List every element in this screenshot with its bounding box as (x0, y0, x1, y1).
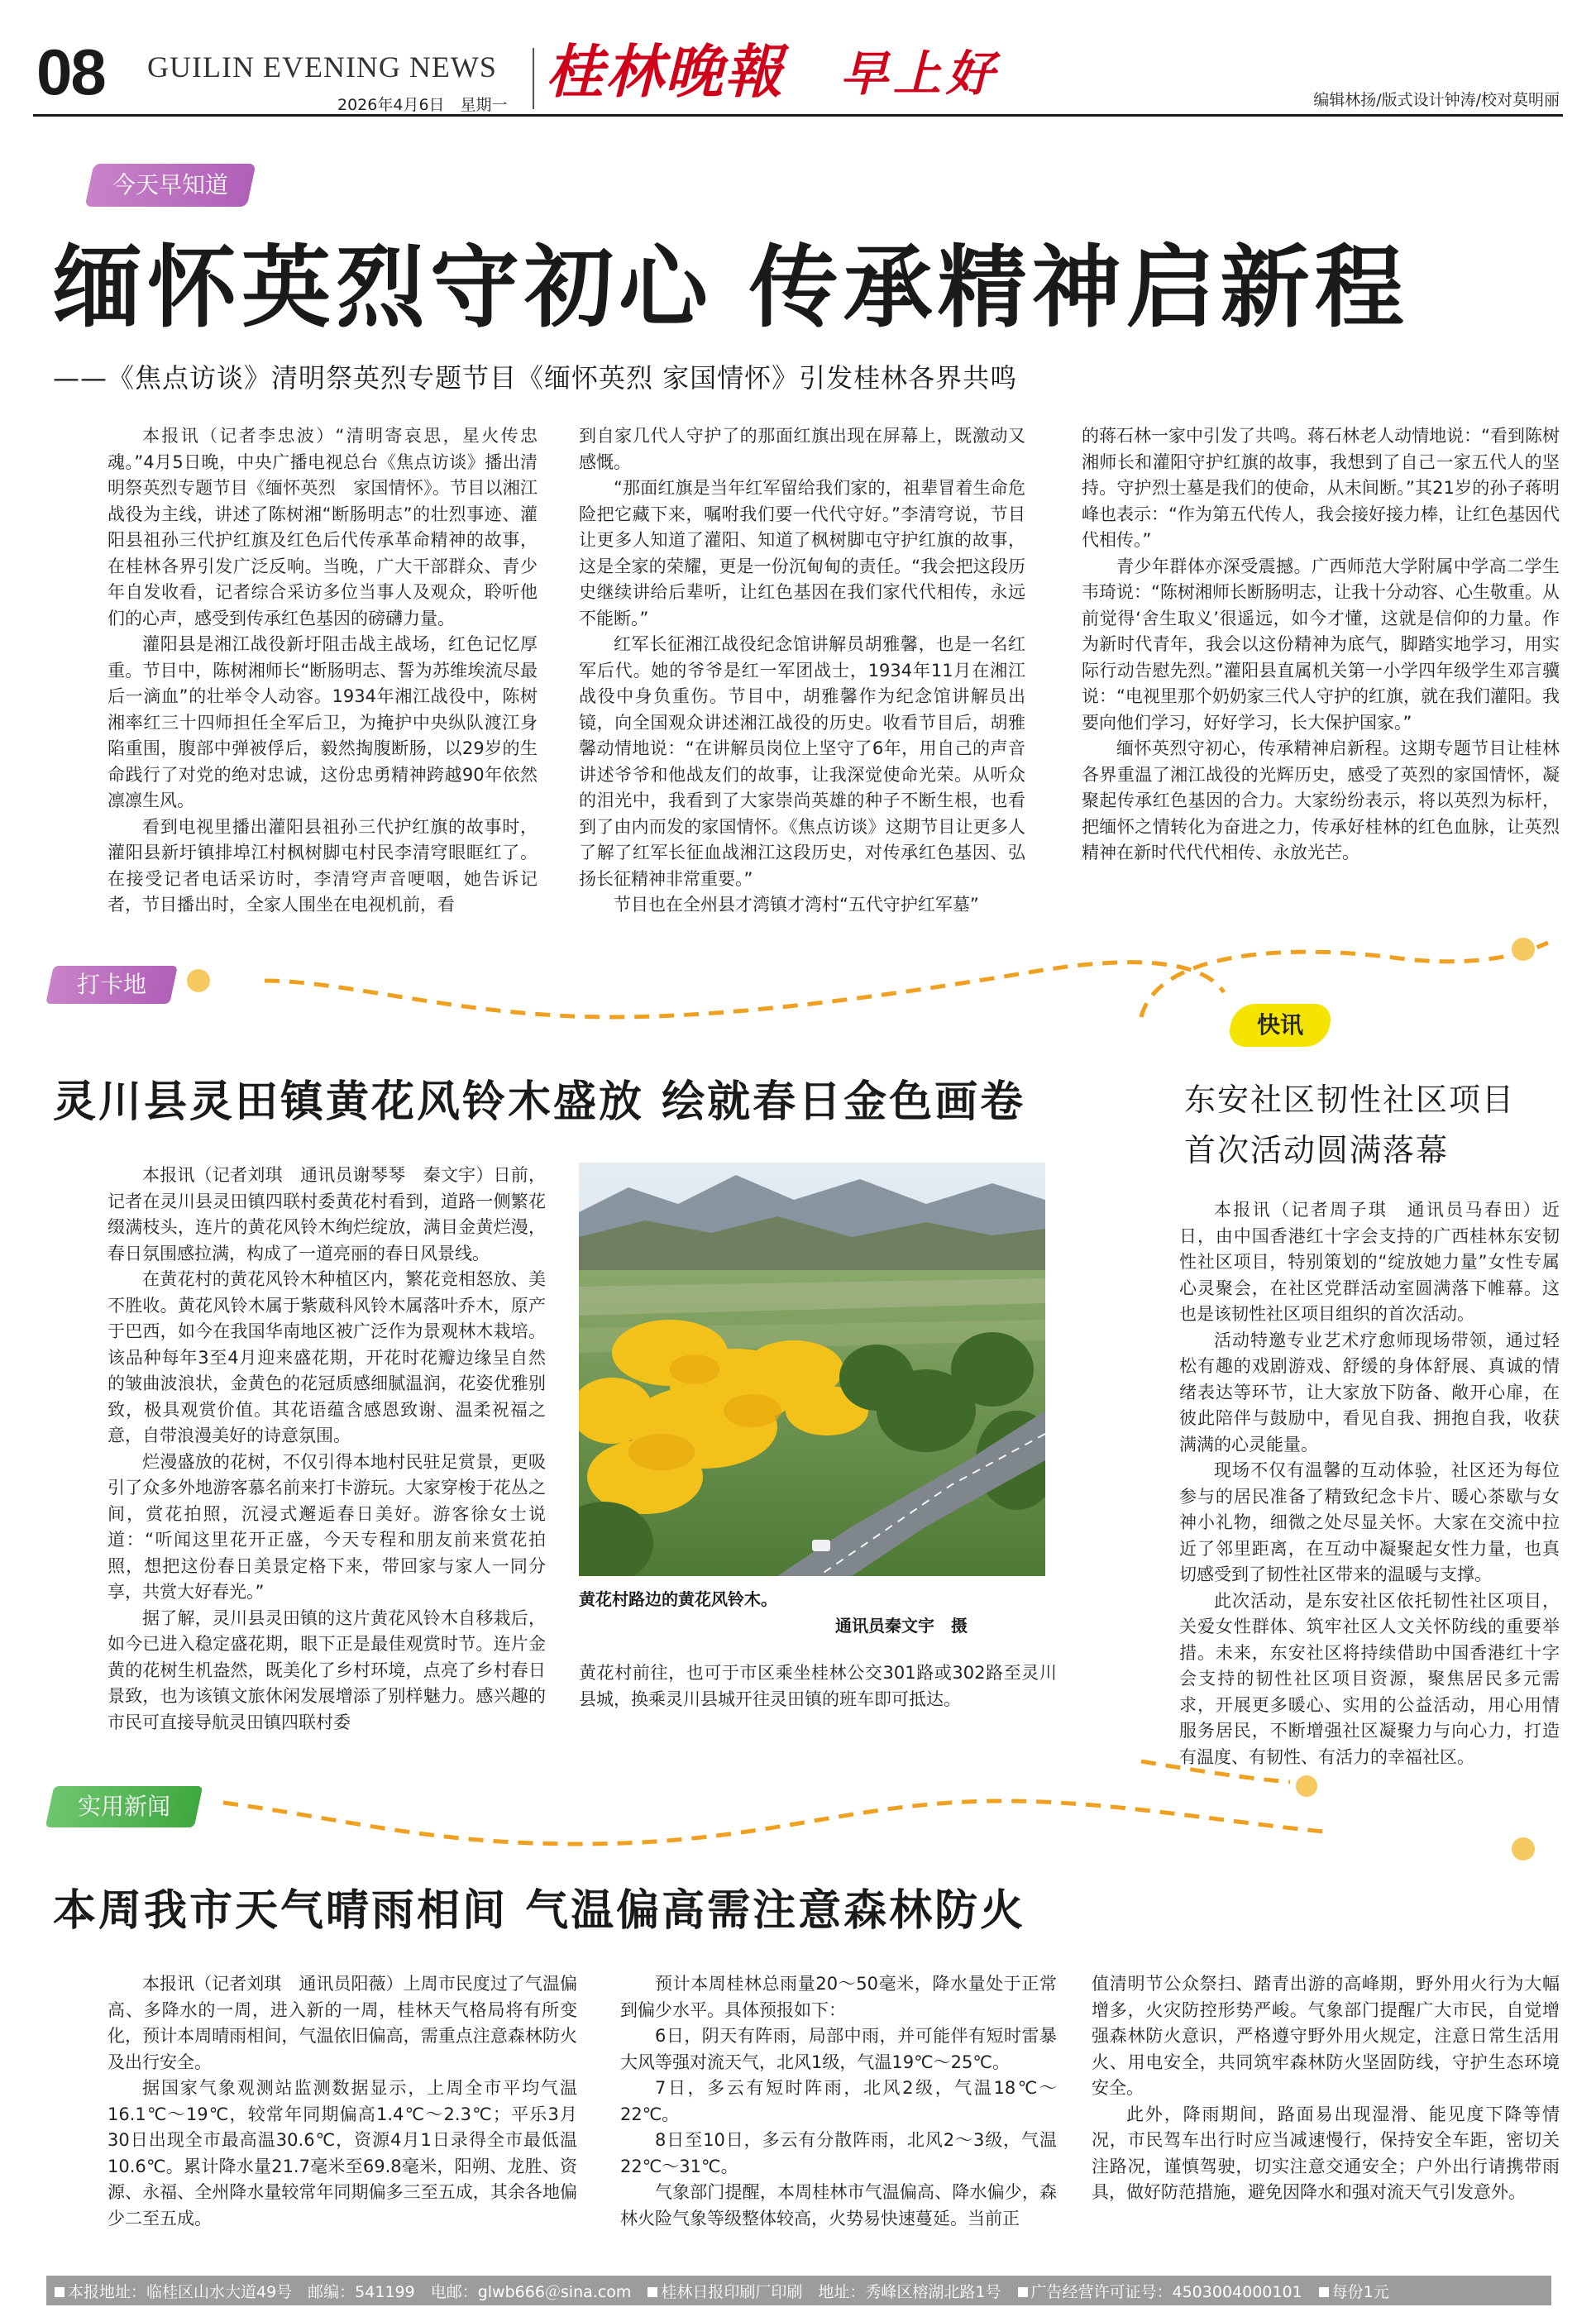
paragraph: 据国家气象观测站监测数据显示，上周全市平均气温16.1℃～19℃，较常年同期偏高1.4℃～2.3℃；平乐3月30日出现全市最高温30.6℃，资源4月1日录得全市最低温10.6℃。累计降水量21.7毫米至69.8毫米，阳朔、龙胜、资源、永福、全州降水量较常年同期偏多三至五成，其余各地偏少二至五成。 (108, 2078, 577, 2228)
flash-headline-line: 首次活动圆满落幕 (1184, 1131, 1450, 1168)
section-tag-practical: 实用新闻 (45, 1786, 203, 1827)
photo-caption: 黄花村路边的黄花风铃木。 (579, 1589, 777, 1609)
story1-column-1 (108, 423, 538, 919)
masthead-rule (33, 114, 1563, 117)
story1-subheadline: ——《焦点访谈》清明祭英烈专题节目《缅怀英烈 家国情怀》引发桂林各界共鸣 (53, 362, 1018, 394)
paragraph: 青少年群体亦深受震撼。广西师范大学附属中学高二学生韦琦说：“陈树湘师长断肠明志，让我十分动容、心生敬重。从前觉得‘舍生取义’很遥远，如今才懂，这就是信仰的力量。作为新时代青年，我会以这份精神为底气，脚踏实地学习，用实际行动告慰先烈。”灌阳县直属机关第一小学四年级学生邓言骥说：“电视里那个奶奶家三代人守护的红旗，就在我们灌阳。我要向他们学习，好好学习，长大保护国家。” (1082, 556, 1560, 733)
editors-credit: 编辑林扬/版式设计钟涛/校对莫明丽 (1313, 91, 1560, 109)
paragraph: 在黄花村的黄花风铃木种植区内，繁花竞相怒放、美不胜收。黄花风铃木属于紫葳科风铃木属落叶乔木，原产于巴西，如今在我国华南地区被广泛作为景观林木栽培。该品种每年3至4月迎来盛花期，开花时花瓣边缘呈自然的皱曲波浪状，金黄色的花冠质感细腻温润，花姿优雅别致，极具观赏价值。其花语蕴含感恩致谢、温柔祝福之意，自带浪漫美好的诗意氛围。 (108, 1269, 546, 1445)
paragraph: 本报讯（记者李忠波）“清明寄哀思，星火传忠魂。”4月5日晚，中央广播电视总台《焦点访谈》播出清明祭英烈专题节目《缅怀英烈 家国情怀》。节目以湘江战役为主线，讲述了陈树湘“断肠明志”的壮烈事迹、灌阳县祖孙三代护红旗及红色后代传承革命精神的故事，在桂林各界引发广泛反响。当晚，广大干部群众、青少年自发收看，记者综合采访多位当事人及观众，聆听他们的心声，感受到传承红色基因的磅礴力量。 (108, 426, 538, 628)
story2-column-2 (579, 1660, 1057, 1713)
section-tag-flash: 快讯 (1226, 1004, 1334, 1047)
footer-bar (46, 2276, 1551, 2305)
paragraph: 节目也在全州县才湾镇才湾村“五代守护红军墓” (614, 895, 979, 915)
landscape-photo-illustration (579, 1163, 1045, 1576)
paragraph: 7日，多云有短时阵雨，北风2级，气温18℃～22℃。 (620, 2078, 1057, 2124)
footer-license-text: 广告经营许可证号：4503004000101 (1030, 2282, 1302, 2301)
paragraph: 灌阳县是湘江战役新圩阻击战主战场，红色记忆厚重。节目中，陈树湘师长“断肠明志、誓为苏维埃流尽最后一滴血”的壮举令人动容。1934年湘江战役中，陈树湘率红三十四师担任全军后卫，为掩护中央纵队渡江身陷重围，腹部中弹被俘后，毅然掏腹断肠，以29岁的生命践行了对党的绝对忠诚，这份忠勇精神跨越90年依然凛凛生风。 (108, 634, 538, 810)
footer-address (46, 2280, 639, 2302)
masthead-divider (533, 48, 534, 109)
paragraph: 烂漫盛放的花树，不仅引得本地村民驻足赏景，更吸引了众多外地游客慕名前来打卡游玩。大家穿梭于花丛之间，赏花拍照，沉浸式邂逅春日美好。游客徐女士说道：“听闻这里花开正盛，今天专程和朋友前来赏花拍照，想把这份春日美景定格下来，带回家与家人一同分享，共赏大好春光。” (108, 1451, 546, 1602)
story3-column-3 (1092, 1971, 1560, 2206)
paragraph: 活动特邀专业艺术疗愈师现场带领，通过轻松有趣的戏剧游戏、舒缓的身体舒展、真诚的情绪表达等环节，让大家放下防备、敞开心扉，在彼此陪伴与鼓励中，看见自我、拥抱自我，收获满满的心灵能量。 (1179, 1330, 1560, 1455)
paragraph: 值清明节公众祭扫、踏青出游的高峰期，野外用火行为大幅增多，火灾防控形势严峻。气象部门提醒广大市民，自觉增强森林防火意识，严格遵守野外用火规定，注意日常生活用火、用电安全，共同筑牢森林防火坚固防线，守护生态环境安全。 (1092, 1974, 1560, 2098)
footer-price (1311, 2280, 1398, 2302)
flash-headline (1184, 1075, 1515, 1176)
section-tag-checkin: 打卡地 (45, 966, 178, 1004)
footer-address-text: 本报地址：临桂区山水大道49号 邮编：541199 电邮：glwb666＠sina.com (68, 2282, 632, 2301)
paper-name-english: GUILIN EVENING NEWS (147, 50, 497, 84)
paragraph: 黄花村前往，也可于市区乘坐桂林公交301路或302路至灵川县城，换乘灵川县城开往灵田镇的班车即可抵达。 (579, 1663, 1057, 1709)
paper-logo: 桂林晚報 (546, 37, 784, 106)
story1-headline: 缅怀英烈守初心 传承精神启新程 (53, 236, 1409, 340)
story3-headline: 本周我市天气晴雨相间 气温偏高需注意森林防火 (53, 1886, 1026, 1936)
story2-headline: 灵川县灵田镇黄花风铃木盛放 绘就春日金色画卷 (53, 1077, 1026, 1127)
footer-printer (639, 2280, 1009, 2302)
story3-column-2 (620, 1971, 1057, 2232)
paragraph: 此外，降雨期间，路面易出现湿滑、能见度下降等情况，市民驾车出行时应当减速慢行，保持安全车距，密切关注路况，谨慎驾驶，切实注意交通安全；户外出行请携带雨具，做好防范措施，避免因降水和强对流天气引发意外。 (1092, 2104, 1560, 2202)
paragraph: 到自家几代人守护了的那面红旗出现在屏幕上，既激动又感慨。 (579, 426, 1025, 472)
paragraph: 红军长征湘江战役纪念馆讲解员胡雅馨，也是一名红军后代。她的爷爷是红一军团战士，1934年11月在湘江战役中身负重伤。节目中，胡雅馨作为纪念馆讲解员出镜，向全国观众讲述湘江战役的历史。收看节目后，胡雅馨动情地说：“在讲解员岗位上坚守了6年，用自己的声音讲述爷爷和他战友们的故事，让我深觉使命光荣。从听众的泪光中，我看到了大家崇尚英雄的种子不断生根，也看到了由内而发的家国情怀。《焦点访谈》这期节目让更多人了解了红军长征血战湘江这段历史，对传承红色基因、弘扬长征精神非常重要。” (579, 634, 1025, 889)
story3-column-1 (108, 1971, 577, 2232)
footer-printer-text: 桂林日报印刷厂印刷 地址：秀峰区榕湖北路1号 (661, 2282, 1001, 2301)
paragraph: 缅怀英烈守初心，传承精神启新程。这期专题节目让桂林各界重温了湘江战役的光辉历史，感受了英烈的家国情怀，凝聚起传承红色基因的合力。大家纷纷表示，将以英烈为标杆，把缅怀之情转化为奋进之力，传承好桂林的红色血脉，让英烈精神在新时代代代相传、永放光芒。 (1082, 738, 1560, 862)
paragraph: 本报讯（记者周子琪 通讯员马春田）近日，由中国香港红十字会支持的广西桂林东安韧性社区项目，特别策划的“绽放她力量”女性专属心灵聚会，在社区党群活动室圆满落下帷幕。这也是该韧性社区项目组织的首次活动。 (1179, 1200, 1560, 1324)
paragraph: 据了解，灵川县灵田镇的这片黄花风铃木自移栽后，如今已进入稳定盛花期，眼下正是最佳观赏时节。连片金黄的花树生机盎然，既美化了乡村环境，点亮了乡村春日景致，也为该镇文旅休闲发展增添了别样魅力。感兴趣的市民可直接导航灵田镇四联村委 (108, 1607, 546, 1732)
paragraph: “那面红旗是当年红军留给我们家的，祖辈冒着生命危险把它藏下来，嘱咐我们要一代代守好。”李清穹说，节目让更多人知道了灌阳、知道了枫树脚屯守护红旗的故事，这是全家的荣耀，更是一份沉甸甸的责任。“我会把这段历史继续讲给后辈听，让红色基因在我们家代代相传，永远不能断。” (579, 478, 1025, 628)
page-number: 08 (36, 36, 105, 108)
paragraph: 看到电视里播出灌阳县祖孙三代护红旗的故事时，灌阳县新圩镇排埠江村枫树脚屯村民李清穹眼眶红了。在接受记者电话采访时，李清穹声音哽咽，她告诉记者，节目播出时，全家人围坐在电视机前，看 (108, 816, 538, 915)
paragraph: 本报讯（记者刘琪 通讯员谢琴琴 秦文宇）日前，记者在灵川县灵田镇四联村委黄花村看到，道路一侧繁花缀满枝头，连片的黄花风铃木绚烂绽放，满目金黄烂漫，春日氛围感拉满，构成了一道亮丽的春日风景线。 (108, 1165, 546, 1263)
flash-headline-line: 东安社区韧性社区项目 (1184, 1082, 1516, 1118)
section-slogan: 早上好 (840, 45, 1000, 102)
paragraph: 气象部门提醒，本周桂林市气温偏高、降水偏少，森林火险气象等级整体较高，火势易快速蔓延。当前正 (620, 2182, 1057, 2228)
section-tag-today: 今天早知道 (84, 164, 256, 207)
story1-column-2 (579, 423, 1025, 919)
paragraph: 此次活动，是东安社区依托韧性社区项目，关爱女性群体、筑牢社区人文关怀防线的重要举措。未来，东安社区将持续借助中国香港红十字会支持的韧性社区项目资源，聚焦居民多元需求，开展更多暖心、实用的公益活动，用心用情服务居民，不断增强社区凝聚力与向心力，打造有温度、有韧性、有活力的幸福社区。 (1179, 1590, 1560, 1767)
story1-column-3 (1082, 423, 1560, 867)
issue-date: 2026年4月6日 星期一 (337, 96, 508, 114)
footer-license (1010, 2280, 1311, 2302)
paragraph: 8日至10日，多云有分散阵雨，北风2～3级，气温22℃～31℃。 (620, 2130, 1057, 2176)
flash-column (1179, 1197, 1560, 1770)
footer-price-text: 每份1元 (1331, 2282, 1389, 2301)
photo-credit: 通讯员秦文宇 摄 (835, 1616, 968, 1636)
paragraph: 预计本周桂林总雨量20～50毫米，降水量处于正常到偏少水平。具体预报如下： (620, 1974, 1057, 2020)
paragraph: 现场不仅有温馨的互动体验，社区还为每位参与的居民准备了精致纪念卡片、暖心茶歇与女神小礼物，细微之处尽显关怀。大家在交流中拉近了邻里距离，在互动中凝聚起女性力量，也真切感受到了韧性社区带来的温暖与支撑。 (1179, 1460, 1560, 1584)
paragraph: 6日，阴天有阵雨，局部中雨，并可能伴有短时雷暴大风等强对流天气，北风1级，气温19℃～25℃。 (620, 2026, 1057, 2072)
paragraph: 本报讯（记者刘琪 通讯员阳薇）上周市民度过了气温偏高、多降水的一周，进入新的一周，桂林天气格局将有所变化，预计本周晴雨相间，气温依旧偏高，需重点注意森林防火及出行安全。 (108, 1974, 577, 2072)
flower-road-photo (579, 1163, 1045, 1576)
paragraph: 的蒋石林一家中引发了共鸣。蒋石林老人动情地说：“看到陈树湘师长和灌阳守护红旗的故事，我想到了自己一家五代人的坚持。守护烈士墓是我们的使命，从未间断。”其21岁的孙子蒋明峰也表示：“作为第五代传人，我会接好接力棒，让红色基因代代相传。” (1082, 426, 1560, 550)
story2-column-1 (108, 1163, 546, 1736)
